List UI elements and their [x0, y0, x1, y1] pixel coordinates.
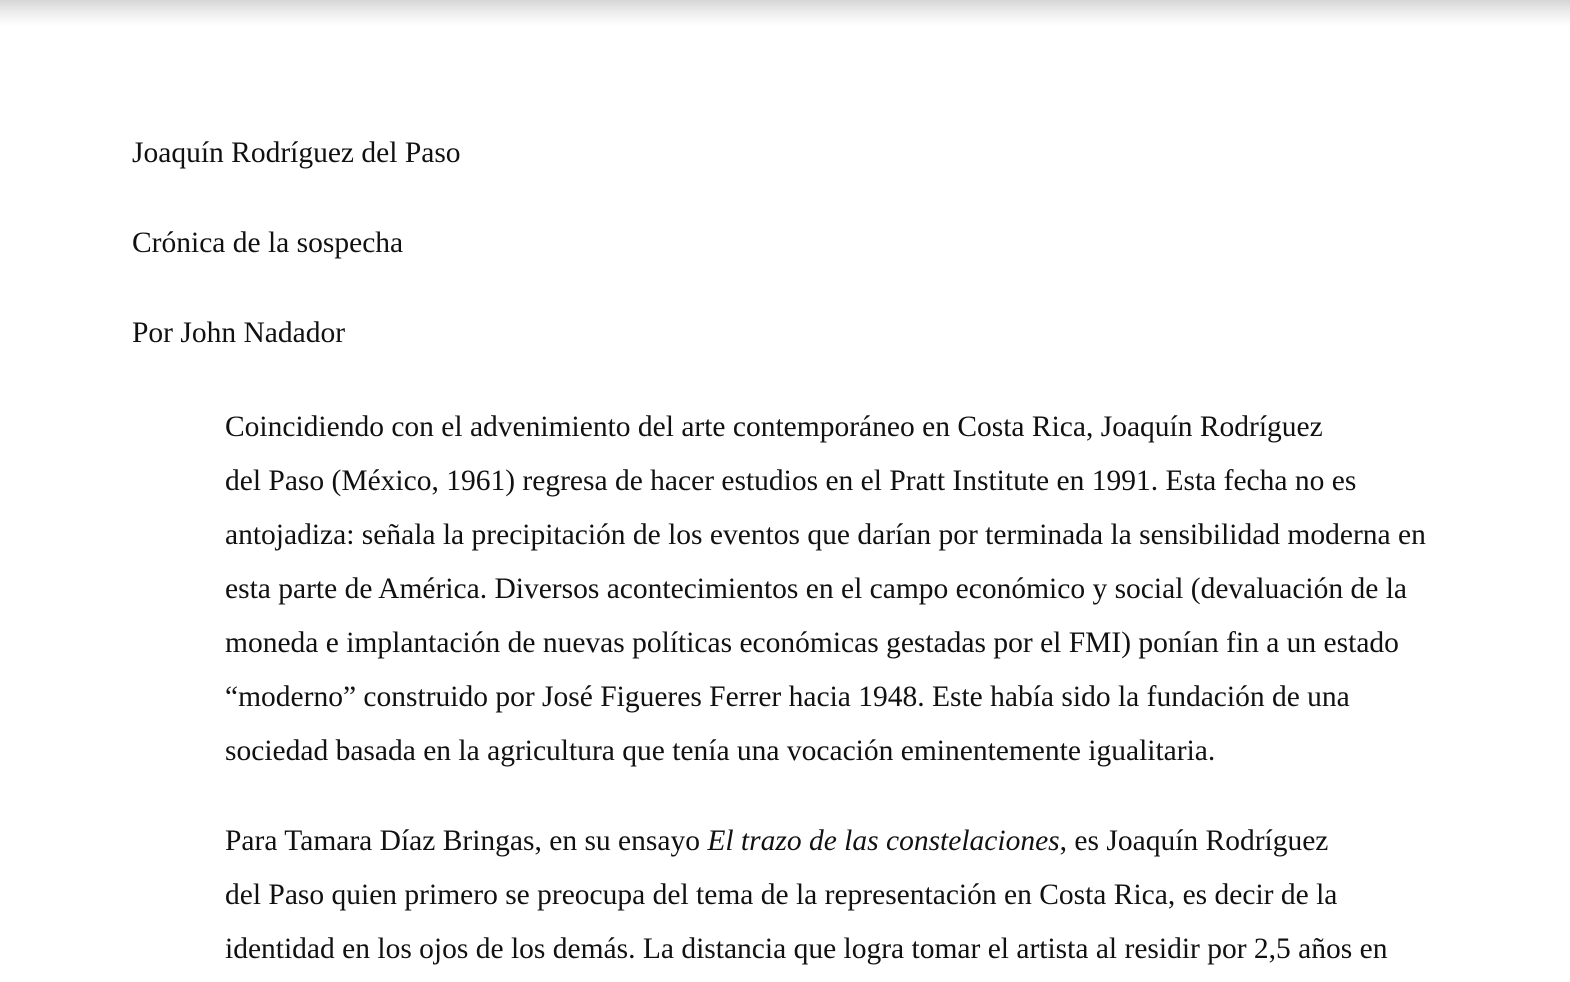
paragraph-2-line: identidad en los ojos de los demás. La distancia que logra tomar el artista al residir por 2,5 años en — [225, 933, 1388, 965]
paragraph-2 — [132, 814, 1422, 976]
artist-name-line: Joaquín Rodríguez del Paso — [132, 137, 461, 169]
essay-title: El trazo de las constelaciones — [707, 825, 1060, 857]
paragraph-1-line: del Paso (México, 1961) regresa de hacer estudios en el Pratt Institute en 1991. Esta fecha no es — [225, 465, 1357, 497]
paragraph-1-line: moneda e implantación de nuevas políticas económicas gestadas por el FMI) ponían fin a un estado — [225, 627, 1399, 659]
document-body — [132, 137, 1426, 976]
paragraph-2-text: Para Tamara Díaz Bringas, en su ensayo — [225, 825, 708, 857]
paragraph-1 — [132, 400, 1426, 778]
paragraph-2-line: del Paso quien primero se preocupa del tema de la representación en Costa Rica, es decir de la — [225, 879, 1338, 911]
paragraph-1-line: “moderno” construido por José Figueres Ferrer hacia 1948. Este había sido la fundación de una — [225, 681, 1350, 713]
paragraph-1-line: sociedad basada en la agricultura que tenía una vocación eminentemente igualitaria. — [225, 735, 1216, 767]
paragraph-1-line: esta parte de América. Diversos acontecimientos en el campo económico y social (devaluación de la — [225, 573, 1407, 605]
paragraph-2-text: , es Joaquín Rodríguez — [1059, 825, 1329, 857]
author-byline: Por John Nadador — [132, 317, 346, 349]
paragraph-1-line: antojadiza: señala la precipitación de los eventos que darían por terminada la sensibilidad moderna en — [225, 519, 1426, 551]
article-title-line: Crónica de la sospecha — [132, 227, 404, 259]
page-top-shadow — [0, 0, 1570, 26]
paragraph-2-first-line — [132, 814, 1422, 868]
paragraph-1-line: Coincidiendo con el advenimiento del arte contemporáneo en Costa Rica, Joaquín Rodríguez — [225, 411, 1323, 443]
